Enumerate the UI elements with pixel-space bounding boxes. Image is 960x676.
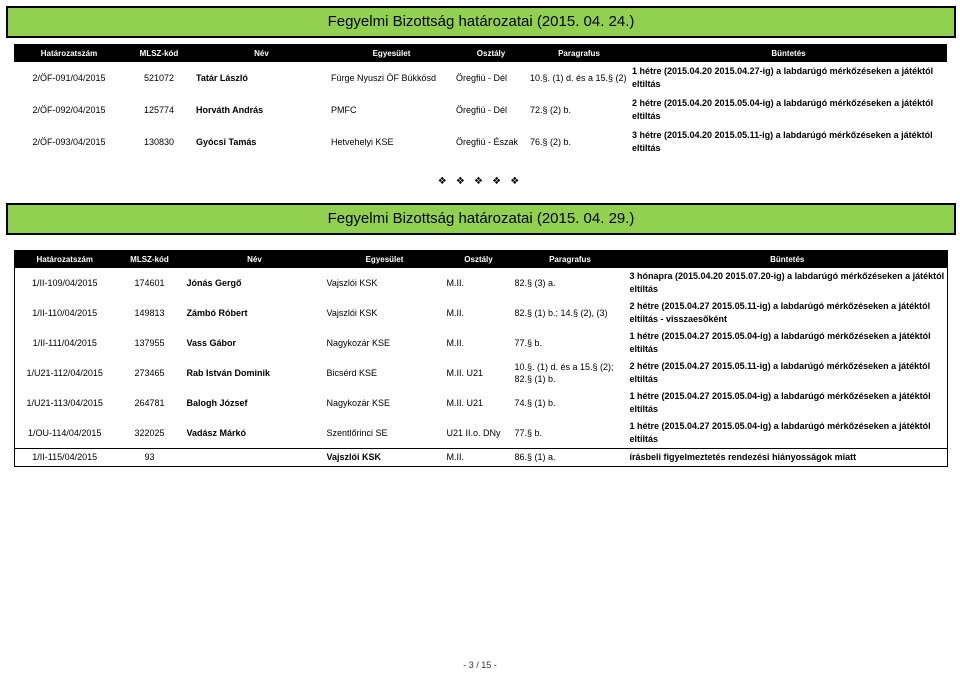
player-name: Jónás Gergő — [186, 278, 242, 288]
paragraph: 77.§ b. — [514, 338, 543, 348]
penalty: 2 hétre (2015.04.27 2015.05.11-ig) a labdarúgó mérkőzéseken a játéktól eltiltás - visszaesőként — [629, 301, 931, 324]
mlsz-code: 125774 — [143, 105, 175, 115]
col-header: Paragrafus — [513, 250, 628, 268]
paragraph: 82.§ (1) b.; 14.§ (2), (3) — [514, 308, 608, 318]
table-row — [15, 268, 948, 298]
division: Öregfiú - Dél — [456, 73, 508, 83]
club: Szentlőrinci SE — [326, 427, 388, 438]
col-header: Paragrafus — [528, 44, 630, 62]
penalty: 3 hónapra (2015.04.20 2015.07.20-ig) a labdarúgó mérkőzéseken a játéktól eltiltás — [629, 271, 945, 294]
club: Nagykozár KSE — [326, 398, 391, 408]
mlsz-code: 137955 — [134, 338, 165, 348]
division: U21 II.o. DNy — [446, 427, 501, 438]
table-row — [15, 358, 948, 388]
col-header: Büntetés — [628, 250, 948, 268]
col-header: Név — [185, 250, 325, 268]
table-row — [14, 62, 947, 94]
club: Vajszlói KSK — [325, 448, 445, 466]
paragraph: 72.§ (2) b. — [530, 105, 572, 115]
club: Bicsérd KSE — [326, 368, 378, 378]
club: Vajszlói KSK — [326, 278, 378, 288]
mlsz-code: 93 — [115, 448, 185, 466]
division: M.II. U21 — [446, 398, 484, 408]
table-row — [14, 126, 947, 158]
mlsz-code: 273465 — [134, 368, 165, 378]
decisions-table — [14, 250, 948, 467]
paragraph: 74.§ (1) b. — [514, 398, 556, 408]
table-header-row — [15, 250, 948, 268]
decision-number: 2/ÖF-091/04/2015 — [32, 73, 106, 83]
paragraph: 82.§ (3) a. — [514, 278, 556, 288]
section-title: Fegyelmi Bizottság határozatai (2015. 04. 29.) — [327, 210, 635, 227]
mlsz-code: 149813 — [134, 308, 165, 318]
decision-number: 1/U21-113/04/2015 — [26, 398, 103, 408]
decision-number: 1/II-115/04/2015 — [15, 448, 115, 466]
decision-number: 1/II-110/04/2015 — [32, 308, 98, 318]
decisions-table — [14, 44, 947, 158]
club: Fürge Nyuszi ÖF Bükkösd — [331, 73, 437, 83]
penalty: 2 hétre (2015.04.20 2015.05.04-ig) a labdarúgó mérkőzéseken a játéktól eltiltás — [632, 98, 934, 121]
col-header: Egyesület — [329, 44, 454, 62]
division: Öregfiú - Észak — [456, 137, 519, 147]
mlsz-code: 130830 — [143, 137, 175, 147]
table-row — [15, 298, 948, 328]
mlsz-code: 174601 — [134, 278, 165, 288]
division: M.II. — [446, 278, 464, 288]
col-header: MLSZ-kód — [124, 44, 194, 62]
player-name — [185, 448, 325, 466]
player-name: Horváth András — [196, 105, 264, 115]
division: M.II. — [446, 308, 464, 318]
penalty: 1 hétre (2015.04.27 2015.05.04-ig) a labdarúgó mérkőzéseken a játéktól eltiltás — [629, 391, 931, 414]
section-title-banner — [6, 203, 956, 235]
section-title-banner — [6, 6, 956, 38]
mlsz-code: 322025 — [134, 427, 165, 438]
col-header: Büntetés — [630, 44, 947, 62]
decision-number: 1/II-109/04/2015 — [31, 278, 98, 288]
division: M.II. U21 — [446, 368, 484, 378]
table-row — [15, 388, 948, 418]
division: M.II. — [445, 448, 513, 466]
player-name: Tatár László — [196, 73, 248, 83]
table-row — [15, 448, 948, 466]
table-row — [15, 328, 948, 358]
paragraph: 10.§. (1) d. és a 15.§ (2) — [530, 73, 627, 83]
penalty: írásbeli figyelmeztetés rendezési hiányosságok miatt — [628, 448, 948, 466]
col-header: Határozatszám — [15, 250, 115, 268]
col-header: Osztály — [454, 44, 528, 62]
player-name: Vadász Márkó — [186, 427, 247, 438]
table-row — [14, 94, 947, 126]
paragraph: 10.§. (1) d. és a 15.§ (2); 82.§ (1) b. — [514, 362, 614, 384]
club: PMFC — [331, 105, 357, 115]
player-name: Balogh József — [186, 398, 248, 408]
player-name: Vass Gábor — [186, 338, 237, 348]
club: Vajszlói KSK — [326, 308, 378, 318]
penalty: 1 hétre (2015.04.27 2015.05.04-ig) a labdarúgó mérkőzéseken a játéktól eltiltás — [629, 420, 931, 444]
division: Öregfiú - Dél — [456, 105, 508, 115]
penalty: 3 hétre (2015.04.20 2015.05.11-ig) a labdarúgó mérkőzéseken a játéktól eltiltás — [632, 130, 933, 153]
penalty: 1 hétre (2015.04.27 2015.05.04-ig) a labdarúgó mérkőzéseken a játéktól eltiltás — [629, 331, 931, 354]
section-title: Fegyelmi Bizottság határozatai (2015. 04. 24.) — [327, 13, 635, 30]
paragraph: 77.§ b. — [514, 427, 543, 438]
decision-number: 2/ÖF-092/04/2015 — [32, 105, 106, 115]
col-header: Határozatszám — [14, 44, 124, 62]
col-header: Egyesület — [325, 250, 445, 268]
table-row — [15, 418, 948, 448]
penalty: 2 hétre (2015.04.27 2015.05.11-ig) a labdarúgó mérkőzéseken a játéktól eltiltás — [629, 361, 931, 384]
paragraph: 86.§ (1) a. — [513, 448, 628, 466]
club: Hetvehelyi KSE — [331, 137, 394, 147]
mlsz-code: 521072 — [143, 73, 175, 83]
division: M.II. — [446, 338, 464, 348]
decision-number: 1/U21-112/04/2015 — [26, 368, 103, 378]
mlsz-code: 264781 — [134, 398, 165, 408]
player-name: Zámbó Róbert — [186, 308, 248, 318]
player-name: Gyócsi Tamás — [196, 137, 257, 147]
col-header: Név — [194, 44, 329, 62]
paragraph: 76.§ (2) b. — [530, 137, 572, 147]
player-name: Rab István Dominik — [186, 368, 271, 378]
decision-number: 2/ÖF-093/04/2015 — [32, 137, 106, 147]
club: Nagykozár KSE — [326, 338, 391, 348]
page-number: - 3 / 15 - — [463, 660, 497, 670]
penalty: 1 hétre (2015.04.20 2015.04.27-ig) a labdarúgó mérkőzéseken a játéktól eltiltás — [632, 66, 934, 89]
decision-number: 1/II-111/04/2015 — [32, 338, 97, 348]
col-header: MLSZ-kód — [115, 250, 185, 268]
table-header-row — [14, 44, 947, 62]
col-header: Osztály — [445, 250, 513, 268]
decision-number: 1/OU-114/04/2015 — [28, 427, 102, 438]
section-separator: ❖ ❖ ❖ ❖ ❖ — [437, 176, 523, 187]
